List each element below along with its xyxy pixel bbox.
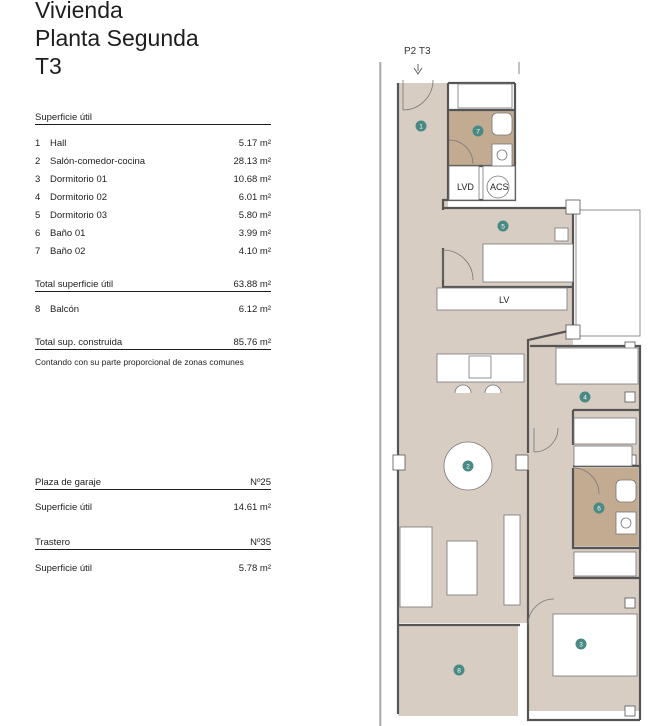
surface-heading: Superficie útil xyxy=(35,112,271,125)
boiler-label: ACS xyxy=(490,182,509,192)
room-row: 6 Baño 01 3.99 m² xyxy=(35,228,271,239)
laundry-label: LVD xyxy=(457,182,474,192)
room-row: 3 Dormitorio 01 10.68 m² xyxy=(35,174,271,185)
unit-label: P2 T3 xyxy=(404,46,431,57)
room-row: 5 Dormitorio 03 5.80 m² xyxy=(35,210,271,221)
entrance-arrow-icon xyxy=(414,64,422,74)
room-marker-label: 1 xyxy=(419,123,423,131)
balcony-row: 8 Balcón 6.12 m² xyxy=(35,304,271,315)
storage-number: Nº35 xyxy=(250,537,271,548)
garage-label: Plaza de garaje xyxy=(35,477,102,488)
room-marker-label: 6 xyxy=(597,505,601,513)
room-marker-label: 2 xyxy=(466,463,470,471)
title-line-vivienda: Vivienda xyxy=(35,0,123,23)
total-useful-label: Total superficie útil xyxy=(35,279,114,290)
room-marker-label: 7 xyxy=(476,128,480,136)
common-areas-note: Contando con su parte proporcional de zonas comunes xyxy=(35,357,244,367)
title-line-type: T3 xyxy=(35,53,62,79)
total-useful-value: 63.88 m² xyxy=(233,279,271,290)
storage-area-row: Superficie útil 5.78 m² xyxy=(35,563,271,574)
garage-area-row: Superficie útil 14.61 m² xyxy=(35,502,271,513)
title-line-planta: Planta Segunda xyxy=(35,25,199,51)
built-area-value: 85.76 m² xyxy=(233,337,271,348)
dishwasher-label: LV xyxy=(499,295,510,305)
room-row: 4 Dormitorio 02 6.01 m² xyxy=(35,192,271,203)
room-row: 2 Salón-comedor-cocina 28.13 m² xyxy=(35,156,271,167)
room-marker-label: 4 xyxy=(583,394,587,402)
room-row: 1 Hall 5.17 m² xyxy=(35,138,271,149)
room-marker-label: 3 xyxy=(579,641,583,649)
room-row: 7 Baño 02 4.10 m² xyxy=(35,246,271,257)
room-marker-label: 5 xyxy=(501,223,505,231)
built-area-label: Total sup. construida xyxy=(35,337,123,348)
room-marker-label: 8 xyxy=(457,667,461,675)
storage-label: Trastero xyxy=(35,537,71,548)
garage-number: Nº25 xyxy=(250,477,271,488)
